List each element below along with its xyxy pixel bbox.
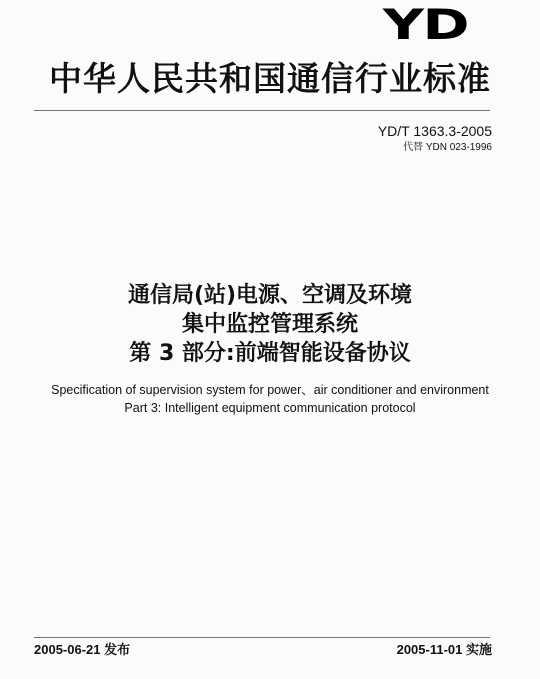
publish-date: 2005-06-21 发布 (34, 642, 131, 657)
implementation-date: 2005-11-01 实施 (396, 642, 492, 657)
english-title-line-2: Part 3: Intelligent equipment communication protocol (124, 401, 416, 415)
standard-number: YD/T 1363.3-2005 (377, 123, 492, 139)
footer-divider (34, 637, 490, 638)
standard-category-title: 中华人民共和国通信行业标准 (49, 59, 491, 98)
chinese-title-line-1: 通信局(站)电源、空调及环境 (127, 283, 413, 308)
replaces-standard: 代替 YDN 023-1996 (403, 142, 492, 153)
header-divider (34, 110, 490, 111)
yd-logo: YD (382, 0, 468, 49)
chinese-title-line-2: 集中监控管理系统 (181, 312, 358, 337)
english-title-line-1: Specification of supervision system for power、air conditioner and environment (51, 383, 489, 397)
chinese-title-line-3: 第 3 部分:前端智能设备协议 (129, 341, 411, 366)
